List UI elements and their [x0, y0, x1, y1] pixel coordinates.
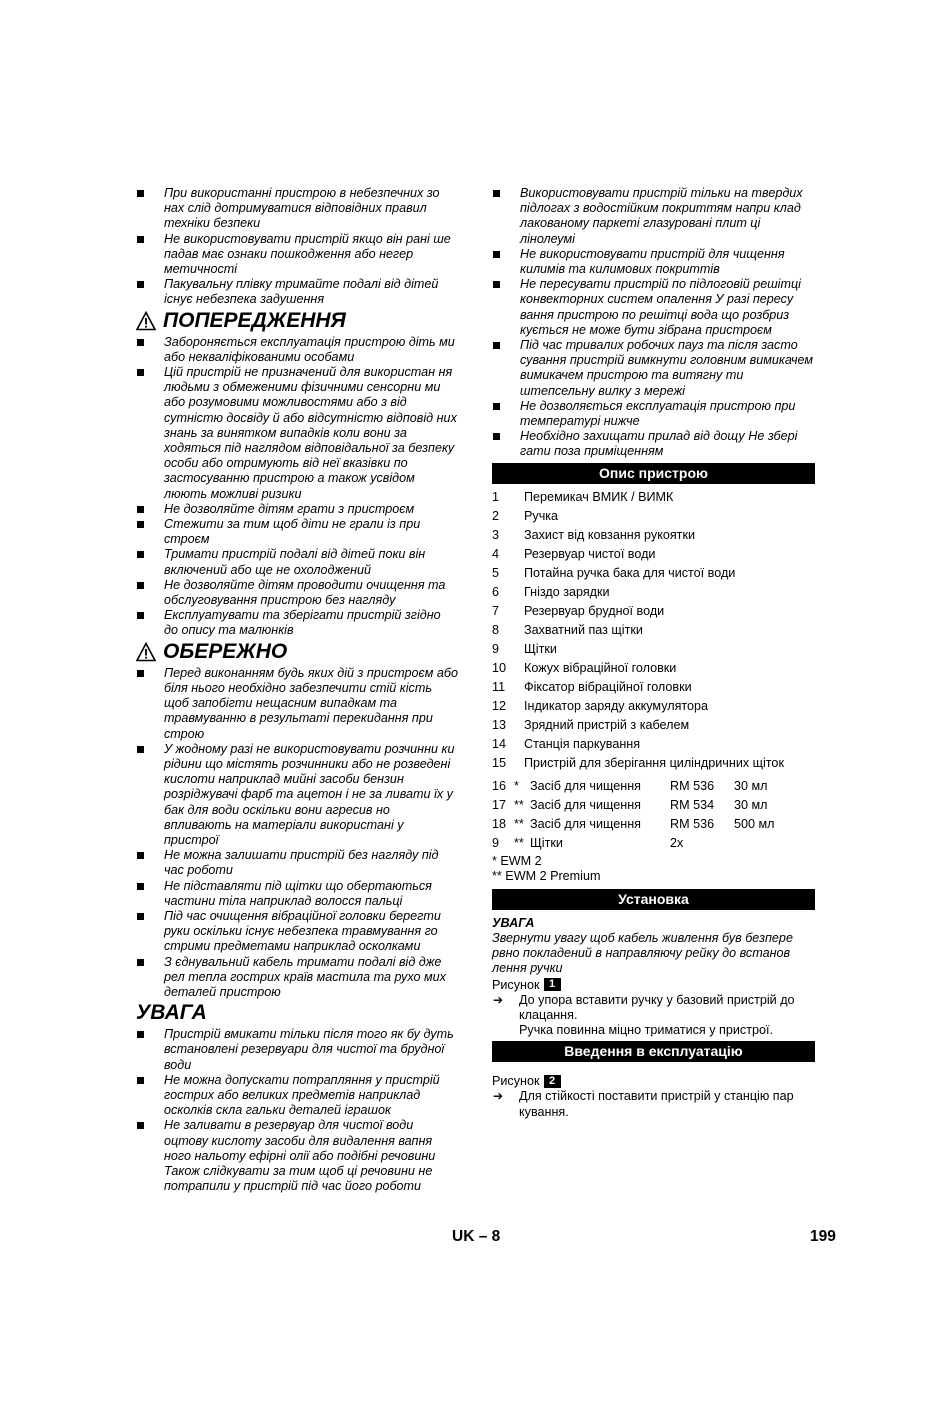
accessory-quantity	[734, 836, 815, 851]
list-item: Використовувати пристрій тільки на твердих підлогах з водостійким покриттям напри клад лакованому паркеті глазуровані плит ці лінолеумі	[492, 186, 815, 247]
part-number: 11	[492, 679, 506, 694]
parts-list	[492, 490, 815, 771]
list-item: Не заливати в резервуар для чистої води оцтову кислоту засоби для видалення вапня ного нальоту ефірні олії або подібні речовини Також слідкувати за тим щоб ці речовини не потрапили у пристрій під час його роботи	[136, 1118, 458, 1194]
accessory-code: 2x	[670, 835, 684, 850]
part-number: 14	[492, 736, 507, 751]
figure-reference	[492, 977, 815, 993]
list-item: Не дозволяйте дітям грати з пристроєм	[136, 502, 458, 517]
accessory-number: 17	[492, 797, 507, 812]
usage-rules-list	[492, 186, 815, 460]
installation-steps	[492, 993, 815, 1024]
accessories-list	[492, 779, 815, 851]
accessory-label-cell	[514, 817, 670, 832]
part-label: Резервуар брудної води	[524, 603, 665, 618]
attention-list	[136, 1027, 458, 1194]
part-number: 2	[492, 508, 500, 523]
list-item: Не підставляти під щітки що обертаються частини тіла наприклад волосся пальці	[136, 879, 458, 909]
figure-number-badge: 1	[544, 978, 561, 991]
footnotes	[492, 854, 815, 885]
accessory-label-cell	[514, 798, 670, 813]
part-number: 9	[492, 641, 500, 656]
list-item: Забороняється експлуатація пристрою діть ми або некваліфікованими особами	[136, 335, 458, 365]
part-label: Потайна ручка бака для чистої води	[524, 565, 736, 580]
list-item: Стежити за тим щоб діти не грали із при строєм	[136, 517, 458, 547]
caution-triangle-icon	[136, 642, 156, 662]
figure-label: Рисунок	[492, 1074, 540, 1089]
list-item: При використанні пристрою в небезпечних зо нах слід дотримуватися відповідних правил техніки безпеки	[136, 186, 458, 232]
list-item: Не використовувати пристрій якщо він рані ше падав має ознаки пошкодження або негер метичності	[136, 232, 458, 278]
list-item: З єднувальний кабель тримати подалі від дже рел тепла гострих країв мастила та рухо мих деталей пристрою	[136, 955, 458, 1001]
startup-title: Введення в експлуатацію	[492, 1041, 815, 1062]
part-number: 8	[492, 622, 500, 637]
figure-number-badge: 2	[544, 1075, 561, 1088]
accessory-number: 18	[492, 816, 507, 831]
part-number: 10	[492, 660, 507, 675]
accessory-label-cell	[514, 779, 670, 794]
installation-title: Установка	[492, 889, 815, 910]
list-item: Необхідно захищати прилад від дощу Не збері гати поза приміщенням	[492, 429, 815, 459]
part-number: 12	[492, 698, 507, 713]
list-item: Не дозволяйте дітям проводити очищення та обслуговування пристрою без нагляду	[136, 578, 458, 608]
accessory-quantity: 500 мл	[734, 816, 775, 831]
installation-step: ➔ До упора вставити ручку у базовий пристрій до клацання.	[492, 993, 815, 1024]
part-number: 3	[492, 527, 500, 542]
part-label: Кожух вібраційної головки	[524, 660, 677, 675]
caution-title: ОБЕРЕЖНО	[163, 639, 288, 663]
part-number: 15	[492, 755, 507, 770]
page-number: 199	[810, 1228, 836, 1245]
installation-note: Звернути увагу щоб кабель живлення був безпере рвно покладений в направляючу рейку до встанов лення ручки	[492, 930, 793, 976]
footnote: * EWM 2	[492, 853, 542, 868]
part-label: Перемикач ВМИК / ВИМК	[524, 489, 674, 504]
accessory-mark: *	[514, 778, 519, 793]
accessory-label: Засіб для чищення	[530, 816, 641, 831]
accessory-label-cell	[514, 836, 670, 851]
left-column	[136, 186, 458, 1194]
attention-title: УВАГА	[136, 1001, 207, 1025]
list-item: Пакувальну плівку тримайте подалі від дітей існує небезпека задушення	[136, 277, 458, 307]
part-label: Пристрій для зберігання циліндричних щіток	[524, 755, 784, 770]
warning-title: ПОПЕРЕДЖЕННЯ	[163, 308, 346, 332]
warning-list	[136, 335, 458, 639]
part-number: 7	[492, 603, 500, 618]
list-item: Цій пристрій не призначений для використан ня людьми з обмеженими фізичними сенсорни ми або розумовими можливостями або з від сутністю досвіду й або відсутністю відповід них знань за винятком випадків коли вони за ходяться під наглядом відповідальної за безпеку особи або отримують від неї вказівки по застосуванню пристрою а також усвідом люють можливі ризики	[136, 365, 458, 502]
accessory-code: RM 534	[670, 797, 715, 812]
part-label: Індикатор заряду аккумулятора	[524, 698, 709, 713]
installation-sub-note: Ручка повинна міцно триматися у пристрої.	[519, 1023, 773, 1038]
part-label: Захист від ковзання рукоятки	[524, 527, 695, 542]
part-label: Фіксатор вібраційної головки	[524, 679, 692, 694]
accessory-label: Щітки	[530, 835, 563, 850]
list-item: Не можна допускати потрапляння у пристрій гострих або великих предметів наприклад осколків скла гальки деталей іграшок	[136, 1073, 458, 1119]
accessory-mark: **	[514, 835, 524, 850]
installation-note-heading: УВАГА	[492, 915, 535, 930]
list-item: Не використовувати пристрій для чищення килимів та килимових покриттів	[492, 247, 815, 277]
part-label: Зрядний пристрій з кабелем	[524, 717, 690, 732]
part-label: Резервуар чистої води	[524, 546, 656, 561]
accessory-quantity: 30 мл	[734, 778, 768, 793]
part-label: Щітки	[524, 641, 557, 656]
warning-triangle-icon	[136, 311, 156, 331]
figure-label: Рисунок	[492, 977, 540, 992]
part-label: Станція паркування	[524, 736, 641, 751]
accessory-mark: **	[514, 816, 524, 831]
startup-steps	[492, 1089, 815, 1120]
list-item: Експлуатувати та зберігати пристрій згідно до опису та малюнків	[136, 608, 458, 638]
part-label: Ручка	[524, 508, 559, 523]
accessory-code: RM 536	[670, 816, 715, 831]
list-item: Під час очищення вібраційної головки берегти руки оскільки існує небезпека травмування го стрими предметами наприклад осколками	[136, 909, 458, 955]
footnote: ** EWM 2 Premium	[492, 869, 601, 884]
list-item: Тримати пристрій подалі від дітей поки він включений або ще не охолоджений	[136, 547, 458, 577]
part-number: 1	[492, 489, 500, 504]
list-item: Перед виконанням будь яких дій з пристроєм або біля нього необхідно забезпечити стій кість щоб запобігти нещасним випадкам та травмуванню в результаті перекидання при строю	[136, 666, 458, 742]
caution-heading	[136, 640, 458, 664]
description-title: Опис пристрою	[492, 463, 815, 484]
list-item: У жодному разі не використовувати розчинни ки рідини що містять розчинники або не розведені кислоти наприклад мийні засоби бензин розріджувачі фарб та ацетон і не за ливати їх у бак для води оскільки вони агресив но впливають на матеріали використані у пристрої	[136, 742, 458, 848]
warning-heading	[136, 309, 458, 333]
section-page-label: UK – 8	[452, 1228, 501, 1245]
accessory-number: 16	[492, 778, 507, 793]
list-item: Пристрій вмикати тільки після того як бу дуть встановлені резервуари для чистої та брудної води	[136, 1027, 458, 1073]
list-item: Під час тривалих робочих пауз та після засто сування пристрій вимкнути головним вимикачем вимикачем пристрою та витягну ти штепсельну вилку з мережі	[492, 338, 815, 399]
part-number: 6	[492, 584, 500, 599]
startup-step: ➔ Для стійкості поставити пристрій у станцію пар кування.	[492, 1089, 815, 1120]
caution-list	[136, 666, 458, 1000]
accessory-number: 9	[492, 835, 500, 850]
accessory-label: Засіб для чищення	[530, 778, 641, 793]
part-number: 5	[492, 565, 500, 580]
part-label: Гніздо зарядки	[524, 584, 610, 599]
list-item: Не можна залишати пристрій без нагляду під час роботи	[136, 848, 458, 878]
part-number: 13	[492, 717, 507, 732]
list-item: Не дозволяється експлуатація пристрою при температурі нижче	[492, 399, 815, 429]
part-number: 4	[492, 546, 500, 561]
part-label: Захватний паз щітки	[524, 622, 643, 637]
list-item: Не пересувати пристрій по підлоговій решітці конвекторних систем опалення У разі пересу вання пристрою по решітці вода що розбриз кується не може бути зібрана пристроєм	[492, 277, 815, 338]
right-column	[492, 186, 815, 1120]
accessory-code: RM 536	[670, 778, 715, 793]
accessory-mark: **	[514, 797, 524, 812]
intro-list	[136, 186, 458, 308]
accessory-quantity: 30 мл	[734, 797, 768, 812]
accessory-label: Засіб для чищення	[530, 797, 641, 812]
figure-reference	[492, 1073, 815, 1089]
